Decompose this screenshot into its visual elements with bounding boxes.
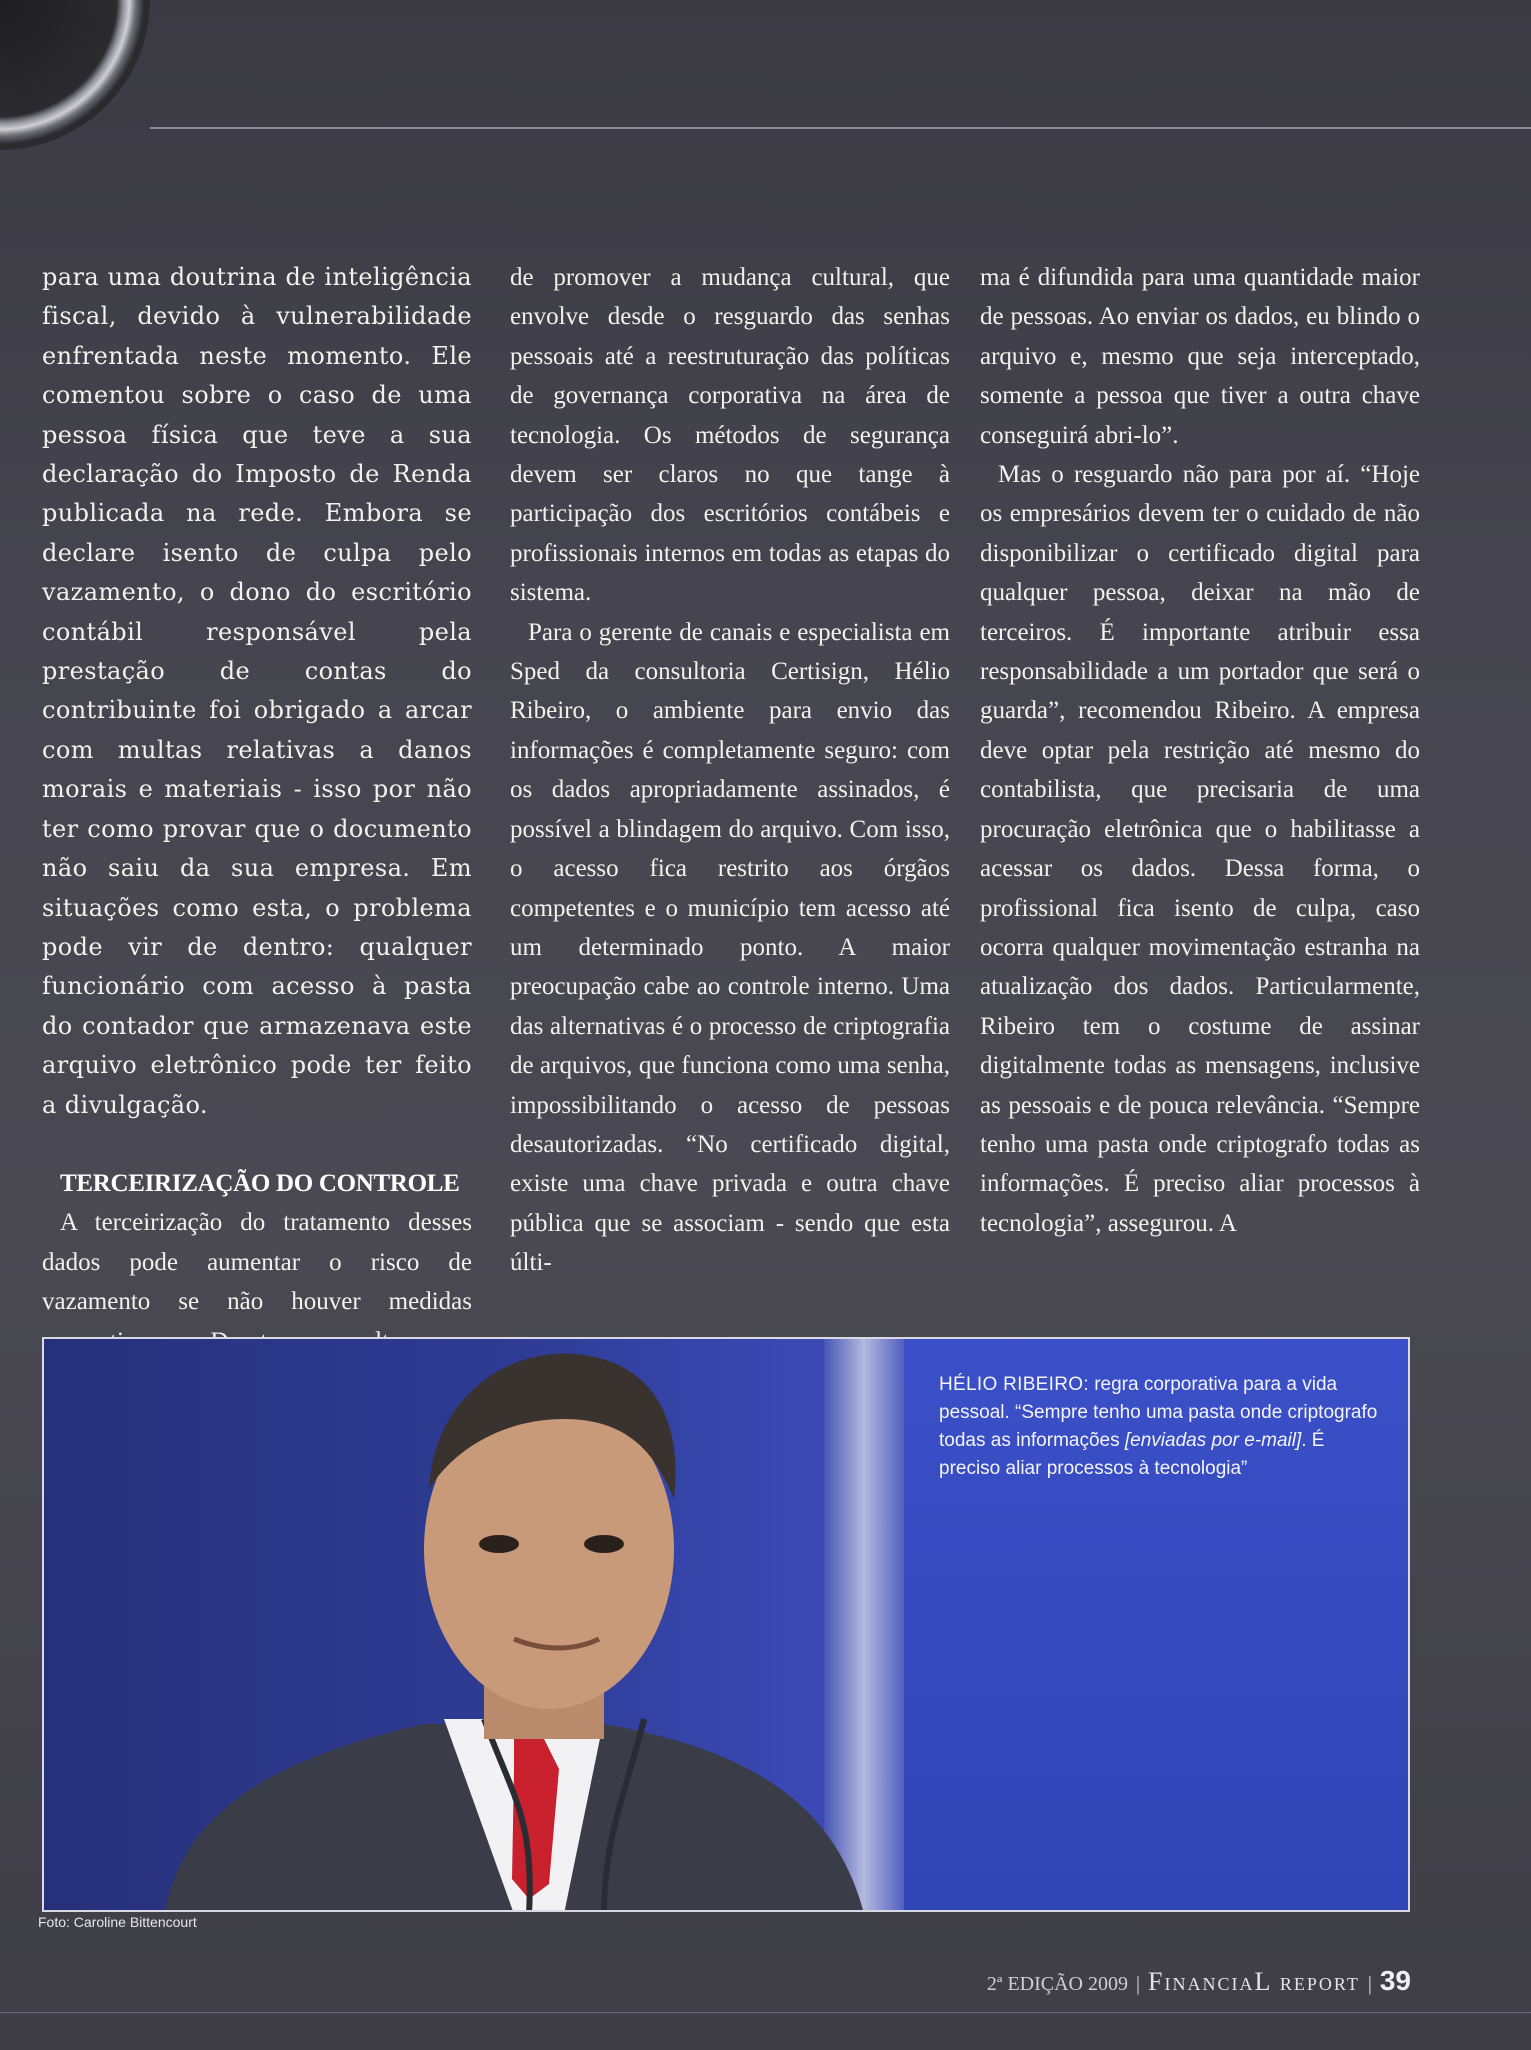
footer-separator-2: | [1367, 1973, 1372, 1995]
magazine-name: FinanciaL report [1148, 1967, 1360, 1996]
column-3-paragraph-2: Mas o resguardo não para por aí. “Hoje os empresários devem ter o cuidado de não disponibilizar o certificado digital para qualquer pessoa, deixar na mão de terceiros. É importante atribuir essa responsabilidade a um portador que será o guarda”, recomendou Ribeiro. A empresa deve optar pela restrição até mesmo do contabilista, que precisaria de uma procuração eletrônica que o habilitasse a acessar os dados. Dessa forma, o profissional fica isento de culpa, caso ocorra qualquer movimentação estranha na atualização dos dados. Particularmente, Ribeiro tem o costume de assinar digitalmente todas as mensagens, inclusive as pessoais e de pouca relevância. “Sempre tenho uma pasta onde criptografo todas as informações. É preciso aliar processos à tecnologia”, assegurou. A [980, 461, 1420, 1237]
column-2-paragraph-1: de promover a mudança cultural, que envolve desde o resguardo das senhas pessoais até a reestruturação das políticas de governança corporativa na área de tecnologia. Os métodos de segurança devem ser claros no que tange à participação dos escritórios contábeis e profissionais internos em todas as etapas do sistema. [510, 264, 950, 607]
top-divider [150, 127, 1531, 129]
photo-caption [939, 1371, 1379, 1483]
caption-text-1: regra corporativa para a vida pessoal. “Sempre tenho uma pasta onde criptografo todas as informações [939, 1374, 1378, 1451]
column-2-paragraph-2: Para o gerente de canais e especialista em Sped da consultoria Certisign, Hélio Ribeiro, o ambiente para envio das informações é completamente seguro: com os dados apropriadamente assinados, é possível a blindagem do arquivo. Com isso, o acesso fica restrito aos órgãos competentes e o município tem acesso até um determinado ponto. A maior preocupação cabe ao controle interno. Uma das alternativas é o processo de criptografia de arquivos, que funciona como uma senha, impossibilitando o acesso de pessoas desautorizadas. “No certificado digital, existe uma chave privada e outra chave pública que se associam - sendo que esta últi- [510, 618, 950, 1277]
person-portrait-illustration [44, 1339, 904, 1912]
photo-credit: Foto: Caroline Bittencourt [38, 1914, 197, 1930]
column-1-paragraph-2: A terceirização do tratamento desses dados pode aumentar o risco de vazamento se não houver medidas [42, 1209, 472, 1316]
bottom-divider [0, 2012, 1531, 2013]
footer-separator-1: | [1136, 1973, 1141, 1995]
stopwatch-dial-decoration [0, 0, 150, 150]
page-number: 39 [1379, 1965, 1411, 1996]
portrait-photo [42, 1337, 1410, 1912]
caption-name: HÉLIO RIBEIRO: [939, 1374, 1089, 1395]
edition-label: 2ª EDIÇÃO 2009 [986, 1973, 1128, 1995]
page-footer [987, 1965, 1411, 1997]
article-column-3 [980, 258, 1420, 1243]
column-1-paragraph-1: para uma doutrina de inteligência fiscal, devido à vulnerabilidade enfrentada neste momento. Ele comentou sobre o caso de uma pessoa física que teve a sua declaração do Imposto de Renda publicada na rede. Embora se declare isento de culpa pelo vazamento, o dono do escritório contábil responsável pela prestação de contas do contribuinte foi obrigado a arcar com multas relativas a danos morais e materiais - isso por não ter como provar que o documento não saiu da sua empresa. Em situações como esta, o problema pode vir de dentro: qualquer funcionário com acesso à pasta do contador que armazenava este arquivo eletrônico pode ter feito a divulgação. [42, 263, 472, 1119]
article-column-2 [510, 258, 950, 1283]
caption-italic: [enviadas por e-mail] [1124, 1430, 1302, 1451]
section-heading: TERCEIRIZAÇÃO DO CONTROLE [60, 1169, 460, 1197]
article-column-1 [42, 258, 472, 1400]
column-3-paragraph-1: ma é difundida para uma quantidade maior de pessoas. Ao enviar os dados, eu blindo o arquivo e, mesmo que seja interceptado, somente a pessoa que tiver a outra chave conseguirá abri-lo”. [980, 264, 1420, 449]
caption-text-2: . É preciso aliar processos à tecnologia” [939, 1430, 1325, 1479]
